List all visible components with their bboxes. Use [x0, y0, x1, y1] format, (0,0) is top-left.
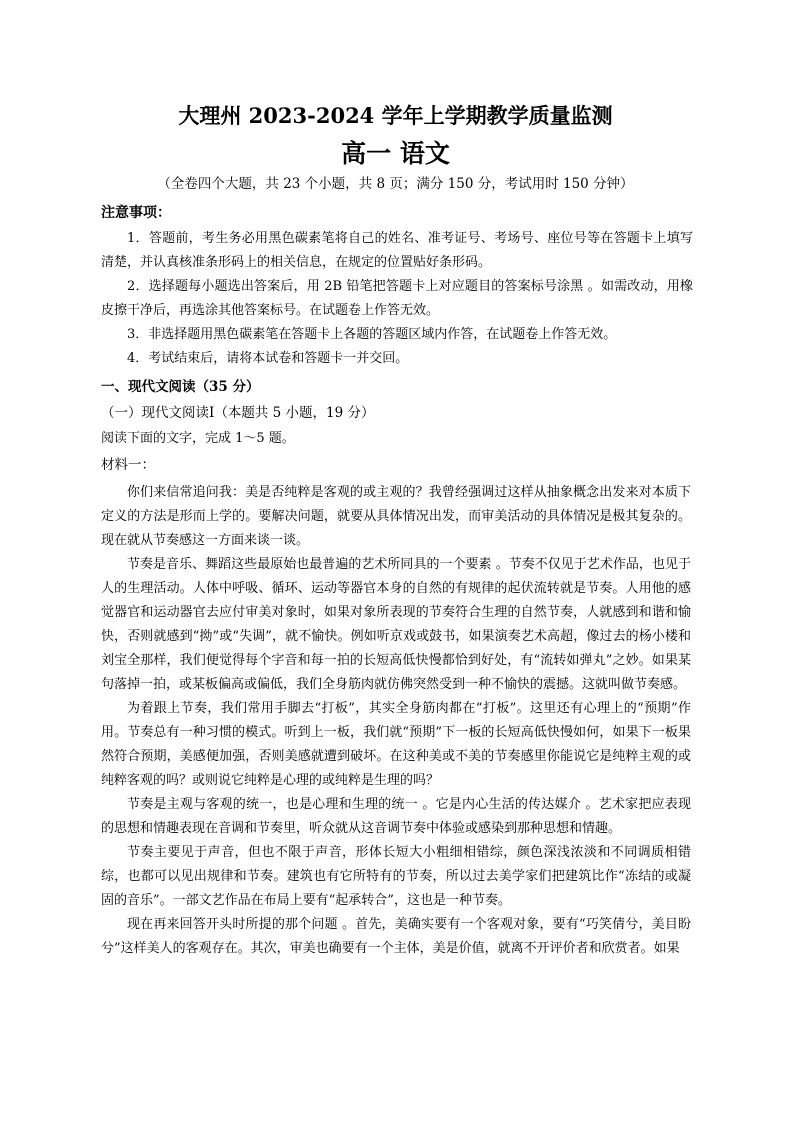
reading-instruction: 阅读下面的文字，完成 1～5 题。 — [101, 431, 295, 446]
passage-paragraph: 现在再来回答开头时所提的那个问题 。首先，美确实要有一个客观对象，要有“巧笑倩兮，美目盼兮”这样美人的客观存在。其次，审美也确要有一个主体，美是价值，就离不开评价者和欣赏者。如果 — [101, 917, 691, 956]
notice-item: 4．考试结束后，请将本试卷和答题卡一并交回。 — [127, 351, 409, 366]
notice-item: 3．非选择题用黑色碳素笔在答题卡上各题的答题区域内作答，在试题卷上作答无效。 — [127, 327, 617, 342]
notice-item: 1．答题前，考生务必用黑色碳素笔将自己的姓名、准考证号、考场号、座位号等在答题卡上填写清楚，并认真核准条形码上的相关信息，在规定的位置贴好条形码。 — [101, 231, 693, 270]
exam-title: 大理州 2023-2024 学年上学期教学质量监测 — [178, 103, 613, 128]
reading-passage — [101, 481, 691, 961]
notice-list — [101, 227, 693, 371]
passage-paragraph: 节奏主要见于声音，但也不限于声音，形体长短大小粗细相错综，颜色深浅浓淡和不同调质相错综，也都可以见出规律和节奏。建筑也有它所特有的节奏，所以过去美学家们把建筑比作“冻结的或凝固的音乐”。一部文艺作品在布局上要有“起承转合”，这也是一种节奏。 — [101, 845, 691, 908]
passage-paragraph: 你们来信常追问我：美是否纯粹是客观的或主观的？我曾经强调过这样从抽象概念出发来对本质下定义的方法是形而上学的。要解决问题，就要从具体情况出发，而审美活动的具体情况是极其复杂的。现在就从节奏感这一方面来谈一谈。 — [101, 485, 691, 548]
subsection-heading: （一）现代文阅读Ⅰ（本题共 5 小题，19 分） — [101, 405, 375, 421]
notice-item: 2．选择题每小题选出答案后，用 2B 铅笔把答题卡上对应题目的答案标号涂黑 。如需改动，用橡皮擦干净后，再选涂其他答案标号。在试题卷上作答无效。 — [101, 279, 693, 318]
subject-title: 高一 语文 — [341, 139, 450, 168]
notice-heading: 注意事项： — [101, 205, 171, 221]
material-label: 材料一： — [101, 457, 155, 473]
passage-paragraph: 节奏是音乐、舞蹈这些最原始也最普遍的艺术所同具的一个要素 。节奏不仅见于艺术作品，也见于人的生理活动。人体中呼吸、循环、运动等器官本身的自然的有规律的起伏流转就是节奏。人用他的感觉器官和运动器官去应付审美对象时，如果对象所表现的节奏符合生理的自然节奏，人就感到和谐和愉快，否则就感到“拗”或“失调”，就不愉快。例如听京戏或鼓书，如果演奏艺术高超，像过去的杨小楼和刘宝全那样，我们便觉得每个字音和每一拍的长短高低快慢都恰到好处，有“流转如弹丸”之妙。如果某句落掉一拍，或某板偏高或偏低，我们全身筋肉就仿佛突然受到一种不愉快的震撼。这就叫做节奏感。 — [101, 557, 691, 692]
section-heading: 一、现代文阅读（35 分） — [101, 379, 260, 395]
passage-paragraph: 节奏是主观与客观的统一，也是心理和生理的统一 。它是内心生活的传达媒介 。艺术家把应表现的思想和情趣表现在音调和节奏里，听众就从这音调节奏中体验或感染到那种思想和情趣。 — [101, 797, 691, 836]
exam-info: （全卷四个大题，共 23 个小题，共 8 页；满分 150 分，考试用时 150 分钟） — [157, 176, 634, 192]
passage-paragraph: 为着跟上节奏，我们常用手脚去“打板”，其实全身筋肉都在“打板”。这里还有心理上的“预期”作用。节奏总有一种习惯的模式。听到上一板，我们就“预期”下一板的长短高低快慢如何，如果下一板果然符合预期，美感便加强，否则美感就遭到破坏。在这种美或不美的节奏感里你能说它是纯粹主观的或纯粹客观的吗？或则说它纯粹是心理的或纯粹是生理的吗？ — [101, 701, 691, 788]
